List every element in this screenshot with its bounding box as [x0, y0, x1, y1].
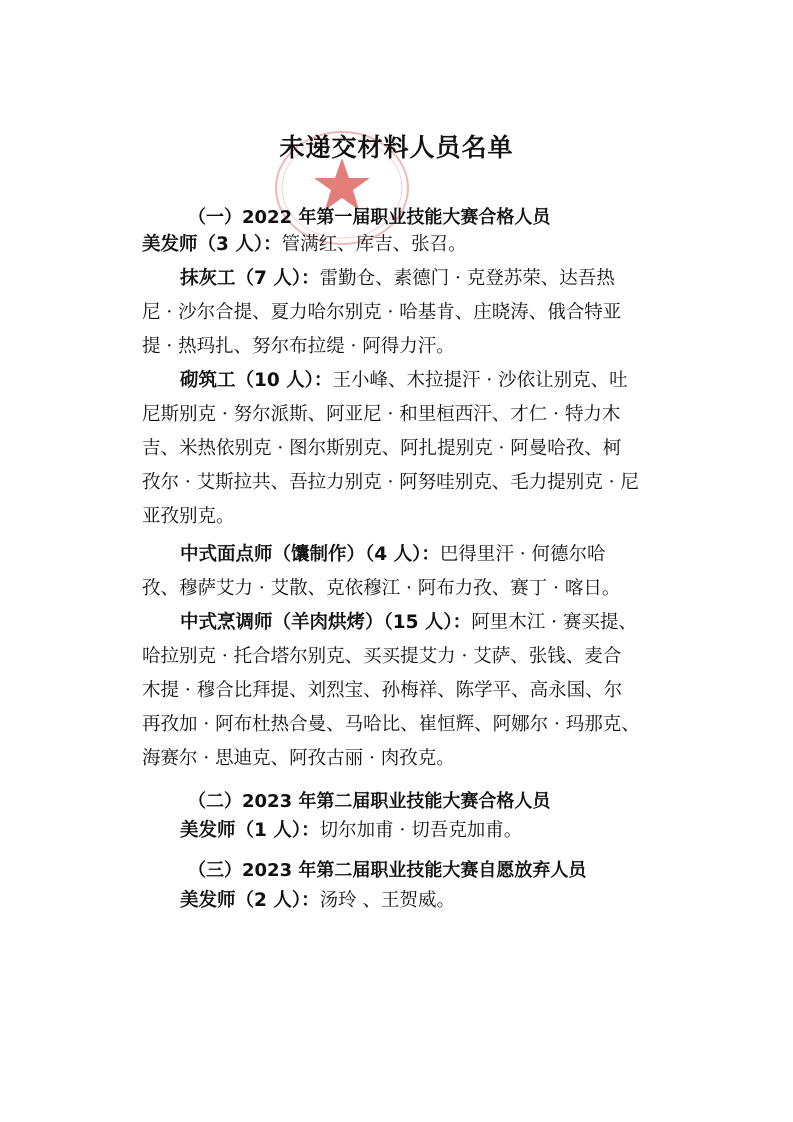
section-heading-2: （二）2023 年第二届职业技能大赛合格人员	[188, 791, 551, 812]
entry-label: 砌筑工（10 人）：	[180, 370, 333, 391]
entry-names: 提 · 热玛扎、努尔布拉缇 · 阿得力汗。	[142, 336, 455, 357]
section-heading-3: （三）2023 年第二届职业技能大赛自愿放弃人员	[188, 860, 587, 881]
entry-names: 汤玲 、王贺威。	[319, 890, 455, 911]
entry-names: 再孜加 · 阿布杜热合曼、马哈比、崔恒辉、阿娜尔 · 玛那克、	[142, 714, 640, 735]
section-heading-1: （一）2022 年第一届职业技能大赛合格人员	[188, 207, 551, 228]
entry-names: 切尔加甫 · 切吾克加甫。	[319, 820, 523, 841]
entry-hairdresser-2023-qualified	[180, 814, 700, 848]
entry-plasterer	[142, 262, 662, 364]
entry-names: 哈拉别克 · 托合塔尔别克、买买提艾力 · 艾萨、张钱、麦合	[142, 646, 622, 667]
entry-bricklayer	[142, 364, 662, 534]
entry-names: 尼斯别克 · 努尔派斯、阿亚尼 · 和里桓西汗、才仁 · 特力木	[142, 404, 621, 425]
page-title: 未递交材料人员名单	[279, 133, 514, 162]
entry-names: 尼 · 沙尔合提、夏力哈尔别克 · 哈基肯、庄晓涛、俄合特亚	[142, 302, 622, 323]
entry-names: 木提 · 穆合比拜提、刘烈宝、孙梅祥、陈学平、高永国、尔	[142, 680, 623, 701]
entry-names: 阿里木江 · 赛买提、	[471, 612, 637, 633]
entry-names: 巴得里汗 · 何德尔哈	[439, 544, 606, 565]
entry-label: 中式面点师（馕制作）（4 人）：	[180, 544, 440, 565]
entry-label: 抹灰工（7 人）：	[180, 268, 320, 289]
entry-names: 孜、穆萨艾力 · 艾散、克依穆江 · 阿布力孜、赛丁 · 喀日。	[142, 578, 621, 599]
entry-names: 雷勤仓、素德门 · 克登苏荣、达吾热	[319, 268, 615, 289]
entry-names: 孜尔 · 艾斯拉共、吾拉力别克 · 阿努哇别克、毛力提别克 · 尼	[142, 472, 639, 493]
entry-hairdresser-2023-withdrawn	[180, 884, 700, 918]
entry-cook	[142, 606, 662, 776]
entry-label: 美发师（3 人）：	[142, 234, 282, 255]
entry-names: 管满红、库吉、张召。	[281, 234, 467, 255]
entry-names: 吉、米热依别克 · 图尔斯别克、阿扎提别克 · 阿曼哈孜、柯	[142, 438, 622, 459]
entry-label: 美发师（2 人）：	[180, 890, 320, 911]
entry-hairdresser-2022	[142, 228, 662, 262]
entry-names: 亚孜别克。	[142, 506, 235, 527]
entry-names: 海赛尔 · 思迪克、阿孜古丽 · 肉孜克。	[142, 748, 455, 769]
entry-label: 中式烹调师（羊肉烘烤）（15 人）：	[180, 612, 472, 633]
entry-names: 王小峰、木拉提汗 · 沙依让别克、吐	[332, 370, 628, 391]
entry-pastry-chef	[142, 538, 662, 606]
entry-label: 美发师（1 人）：	[180, 820, 320, 841]
